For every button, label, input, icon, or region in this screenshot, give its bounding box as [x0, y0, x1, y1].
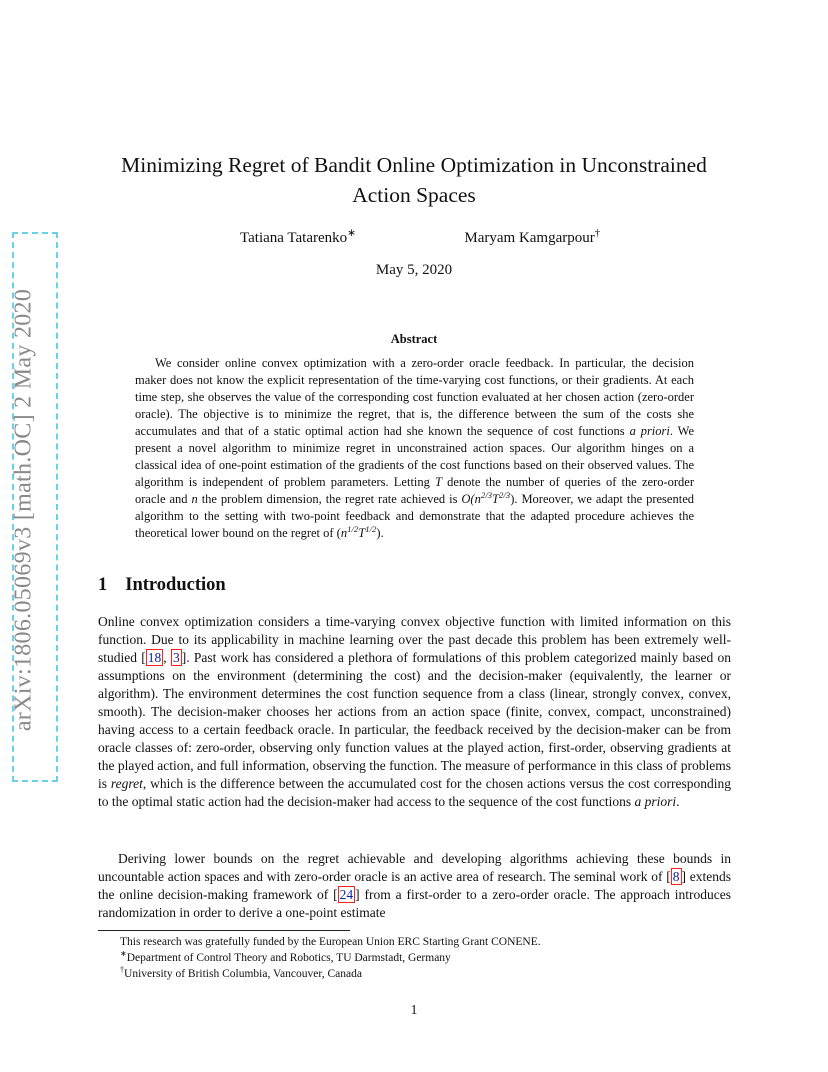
- footnote-affiliation-1: ∗Department of Control Theory and Robotics, TU Darmstadt, Germany: [120, 949, 451, 964]
- author-1: Tatiana Tatarenko∗: [240, 228, 356, 246]
- citation-link[interactable]: 3: [172, 650, 180, 665]
- footnotes: [108, 934, 541, 982]
- intro-paragraph-2: Deriving lower bounds on the regret achievable and developing algorithms achieving these bounds in uncountable action spaces and with zero-order oracle is an active area of research. The seminal work of [ 8 ] extends the online decision-making framework of [ 24 ] from a first-order to a zero-order oracle. The approach introduces randomization in order to derive a one-point estimate: [98, 851, 731, 920]
- title-line-2: Action Spaces: [352, 183, 476, 207]
- title-line-1: Minimizing Regret of Bandit Online Optimization in Unconstrained: [121, 153, 707, 177]
- paper-date: May 5, 2020: [375, 262, 453, 278]
- footnote-funding: This research was gratefully funded by the European Union ERC Starting Grant CONENE.: [120, 936, 541, 948]
- paper-title: [80, 150, 748, 210]
- arxiv-watermark: arXiv:1806.05069v3 [math.OC] 2 May 2020: [10, 288, 37, 732]
- section-heading: [98, 575, 226, 596]
- section-title: Introduction: [125, 575, 226, 595]
- abstract-heading: Abstract: [390, 332, 438, 346]
- footnote-affiliation-2: †University of British Columbia, Vancouver, Canada: [120, 965, 362, 980]
- page-number: 1: [410, 1002, 418, 1017]
- citation-link[interactable]: 18: [147, 650, 162, 665]
- section-number: 1: [98, 575, 108, 595]
- author-2: Maryam Kamgarpour†: [464, 228, 600, 246]
- footnote-rule: [98, 930, 350, 931]
- citation-link[interactable]: 8: [672, 869, 680, 884]
- abstract-body: We consider online convex optimization with a zero-order oracle feedback. In particular, the decision maker does not know the explicit representation of the time-varying cost functions, or their gradients. At each time step, she observes the value of the corresponding cost function evaluated at her chosen action (zero-order oracle). The objective is to minimize the regret, that is, the difference between the sum of the costs she accumulates and that of a static optimal action had she known the sequence of cost functions a priori. We present a novel algorithm to minimize regret in unconstrained action spaces. Our algorithm hinges on a classical idea of one-point estimation of the gradients of the cost functions based on their observed values. The algorithm is independent of problem parameters. Letting T denote the number of queries of the zero-order oracle and n the problem dimension, the regret rate achieved is $O(n^{2/3}T^{2/3})$. Moreover, we adapt the presented algorithm to the setting with two-point feedback and demonstrate that the adapted procedure achieves the theoretical lower bound on the regret of $(n^{1/2}T^{1/2})$.: [135, 356, 694, 540]
- authors: [240, 230, 600, 247]
- intro-paragraph-1: Online convex optimization considers a time-varying convex objective function with limited information on this function. Due to its applicability in machine learning over the past decade this problem has been extremely well-studied [ 18 , 3 ]. Past work has considered a plethora of formulations of this problem categorized mainly based on assumptions on the environment (determining the cost) and the decision-maker (equivalently, the learner or algorithm). The environment determines the cost function sequence from a class (linear, strongly convex, convex, smooth). The decision-maker chooses her actions from an action space (finite, convex, compact, unconstrained) having access to a certain feedback oracle. In particular, the feedback received by the decision-maker can be from oracle classes of: zero-order, observing only function values at the played action, first-order, observing gradients at the played action, and full information, observing the function. The measure of performance in this class of problems is regret, which is the difference between the accumulated cost for the chosen actions versus the cost corresponding to the optimal static action had the decision-maker had access to the sequence of the cost functions a priori.: [98, 614, 731, 809]
- citation-link[interactable]: 24: [339, 887, 354, 902]
